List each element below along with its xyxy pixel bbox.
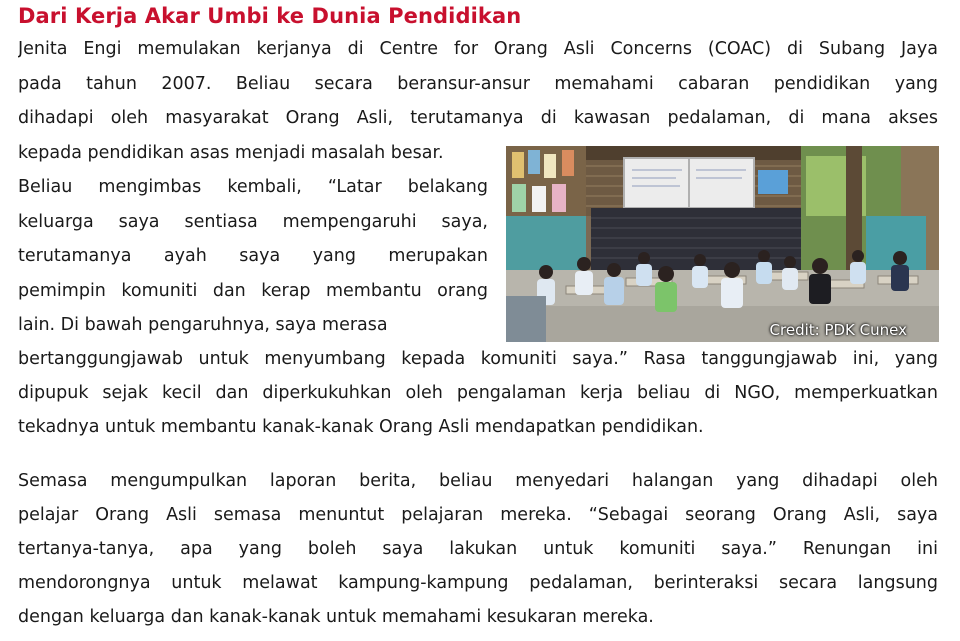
paragraph-2-line-1: Semasa mengumpulkan laporan berita, beliau menyedari halangan yang dihadapi oleh	[18, 471, 938, 491]
paragraph-1-line-3: dihadapi oleh masyarakat Orang Asli, terutamanya di kawasan pedalaman, di mana akses	[18, 108, 938, 128]
paragraph-1-line-11: dipupuk sejak kecil dan diperkukuhkan oleh pengalaman kerja beliau di NGO, memperkuatkan	[18, 383, 938, 403]
paragraph-1-line-4: kepada pendidikan asas menjadi masalah besar.	[18, 143, 444, 163]
paragraph-1-line-9: lain. Di bawah pengaruhnya, saya merasa	[18, 315, 388, 335]
classroom-photo	[506, 146, 939, 342]
paragraph-1-line-10: bertanggungjawab untuk menyumbang kepada komuniti saya.” Rasa tanggungjawab ini, yang	[18, 349, 938, 369]
paragraph-1-line-12: tekadnya untuk membantu kanak-kanak Orang Asli mendapatkan pendidikan.	[18, 417, 704, 437]
paragraph-1-line-5: Beliau mengimbas kembali, “Latar belakang	[18, 177, 488, 197]
paragraph-2-line-4: mendorongnya untuk melawat kampung-kampung pedalaman, berinteraksi secara langsung	[18, 573, 938, 593]
article-heading: Dari Kerja Akar Umbi ke Dunia Pendidikan	[18, 4, 522, 28]
paragraph-2-line-5: dengan keluarga dan kanak-kanak untuk memahami kesukaran mereka.	[18, 607, 654, 627]
paragraph-1-line-7: terutamanya ayah saya yang merupakan	[18, 246, 488, 266]
photo-credit: Credit: PDK Cunex	[769, 321, 907, 339]
paragraph-1-line-8: pemimpin komuniti dan kerap membantu orang	[18, 281, 488, 301]
classroom-illustration	[506, 146, 939, 342]
paragraph-1-line-1: Jenita Engi memulakan kerjanya di Centre for Orang Asli Concerns (COAC) di Subang Jaya	[18, 39, 938, 59]
paragraph-1-line-6: keluarga saya sentiasa mempengaruhi saya,	[18, 212, 488, 232]
paragraph-2-line-3: tertanya-tanya, apa yang boleh saya lakukan untuk komuniti saya.” Renungan ini	[18, 539, 938, 559]
paragraph-2-line-2: pelajar Orang Asli semasa menuntut pelajaran mereka. “Sebagai seorang Orang Asli, saya	[18, 505, 938, 525]
paragraph-1-line-2: pada tahun 2007. Beliau secara beransur-ansur memahami cabaran pendidikan yang	[18, 74, 938, 94]
